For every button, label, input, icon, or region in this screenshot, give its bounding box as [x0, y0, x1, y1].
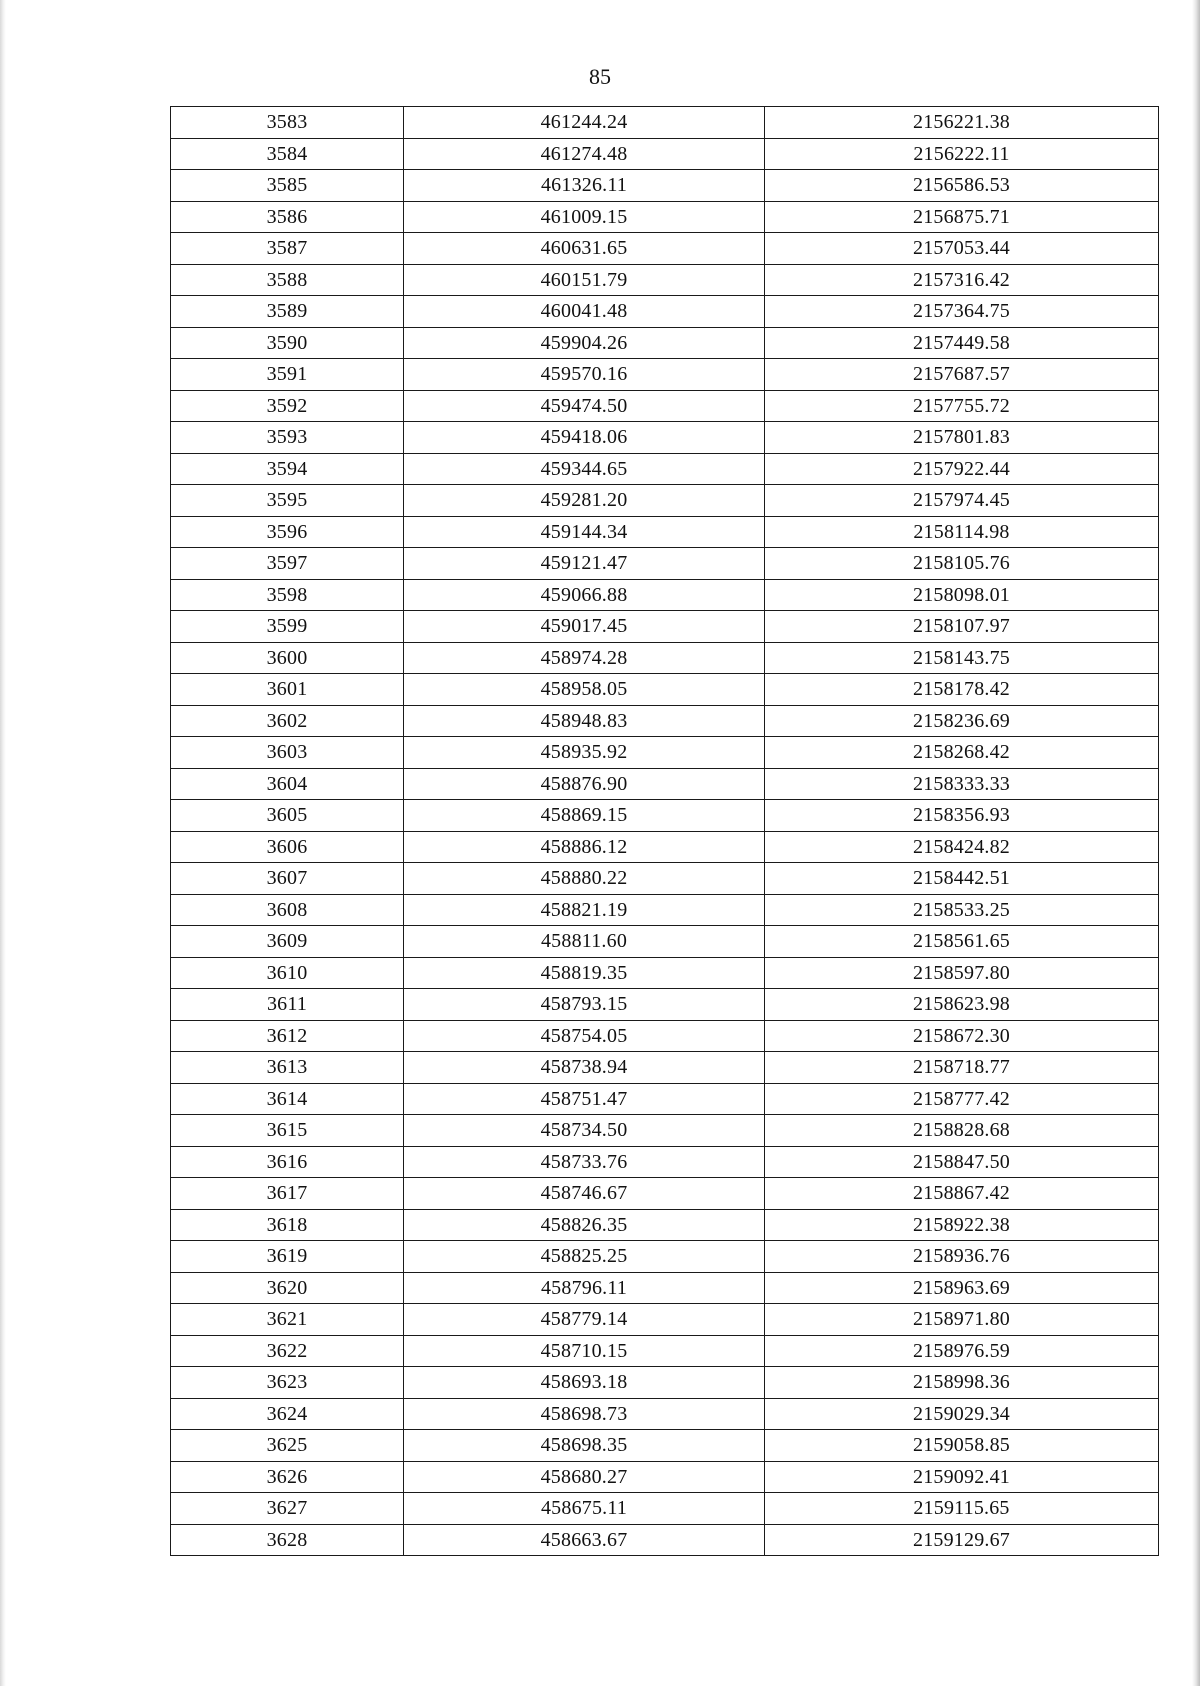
table-row — [171, 1115, 1159, 1147]
y-coordinate-cell: 2157316.42 — [765, 264, 1159, 296]
table-row — [171, 1524, 1159, 1556]
y-coordinate-cell: 2158442.51 — [765, 863, 1159, 895]
table-row — [171, 831, 1159, 863]
table-row — [171, 1052, 1159, 1084]
y-coordinate-cell: 2157449.58 — [765, 327, 1159, 359]
point-number-cell: 3626 — [171, 1461, 404, 1493]
x-coordinate-cell: 459066.88 — [404, 579, 765, 611]
y-coordinate-cell: 2158847.50 — [765, 1146, 1159, 1178]
table-row — [171, 1083, 1159, 1115]
table-row — [171, 674, 1159, 706]
table-row — [171, 737, 1159, 769]
point-number-cell: 3611 — [171, 989, 404, 1021]
x-coordinate-cell: 458663.67 — [404, 1524, 765, 1556]
y-coordinate-cell: 2156875.71 — [765, 201, 1159, 233]
x-coordinate-cell: 461244.24 — [404, 107, 765, 139]
y-coordinate-cell: 2159029.34 — [765, 1398, 1159, 1430]
y-coordinate-cell: 2156222.11 — [765, 138, 1159, 170]
table-row — [171, 1493, 1159, 1525]
y-coordinate-cell: 2158963.69 — [765, 1272, 1159, 1304]
x-coordinate-cell: 460631.65 — [404, 233, 765, 265]
point-number-cell: 3591 — [171, 359, 404, 391]
point-number-cell: 3604 — [171, 768, 404, 800]
x-coordinate-cell: 459418.06 — [404, 422, 765, 454]
point-number-cell: 3592 — [171, 390, 404, 422]
table-row — [171, 1209, 1159, 1241]
x-coordinate-cell: 458935.92 — [404, 737, 765, 769]
table-row — [171, 800, 1159, 832]
x-coordinate-cell: 461274.48 — [404, 138, 765, 170]
point-number-cell: 3589 — [171, 296, 404, 328]
y-coordinate-cell: 2156221.38 — [765, 107, 1159, 139]
y-coordinate-cell: 2158936.76 — [765, 1241, 1159, 1273]
coordinates-table-body — [171, 107, 1159, 1556]
point-number-cell: 3616 — [171, 1146, 404, 1178]
table-row — [171, 957, 1159, 989]
table-row — [171, 579, 1159, 611]
table-row — [171, 233, 1159, 265]
y-coordinate-cell: 2157755.72 — [765, 390, 1159, 422]
x-coordinate-cell: 458876.90 — [404, 768, 765, 800]
table-row — [171, 107, 1159, 139]
table-row — [171, 453, 1159, 485]
x-coordinate-cell: 459144.34 — [404, 516, 765, 548]
x-coordinate-cell: 461009.15 — [404, 201, 765, 233]
point-number-cell: 3619 — [171, 1241, 404, 1273]
x-coordinate-cell: 458821.19 — [404, 894, 765, 926]
y-coordinate-cell: 2158424.82 — [765, 831, 1159, 863]
x-coordinate-cell: 458693.18 — [404, 1367, 765, 1399]
y-coordinate-cell: 2158107.97 — [765, 611, 1159, 643]
point-number-cell: 3599 — [171, 611, 404, 643]
point-number-cell: 3609 — [171, 926, 404, 958]
point-number-cell: 3627 — [171, 1493, 404, 1525]
x-coordinate-cell: 459017.45 — [404, 611, 765, 643]
point-number-cell: 3615 — [171, 1115, 404, 1147]
x-coordinate-cell: 458886.12 — [404, 831, 765, 863]
x-coordinate-cell: 459344.65 — [404, 453, 765, 485]
table-row — [171, 1430, 1159, 1462]
x-coordinate-cell: 458710.15 — [404, 1335, 765, 1367]
table-row — [171, 1367, 1159, 1399]
table-row — [171, 1398, 1159, 1430]
y-coordinate-cell: 2158236.69 — [765, 705, 1159, 737]
y-coordinate-cell: 2158333.33 — [765, 768, 1159, 800]
point-number-cell: 3596 — [171, 516, 404, 548]
x-coordinate-cell: 458948.83 — [404, 705, 765, 737]
point-number-cell: 3625 — [171, 1430, 404, 1462]
x-coordinate-cell: 458680.27 — [404, 1461, 765, 1493]
point-number-cell: 3601 — [171, 674, 404, 706]
x-coordinate-cell: 458698.73 — [404, 1398, 765, 1430]
y-coordinate-cell: 2158268.42 — [765, 737, 1159, 769]
y-coordinate-cell: 2159092.41 — [765, 1461, 1159, 1493]
point-number-cell: 3613 — [171, 1052, 404, 1084]
table-row — [171, 264, 1159, 296]
point-number-cell: 3617 — [171, 1178, 404, 1210]
x-coordinate-cell: 458734.50 — [404, 1115, 765, 1147]
point-number-cell: 3583 — [171, 107, 404, 139]
x-coordinate-cell: 458733.76 — [404, 1146, 765, 1178]
table-row — [171, 1178, 1159, 1210]
point-number-cell: 3614 — [171, 1083, 404, 1115]
table-row — [171, 1461, 1159, 1493]
y-coordinate-cell: 2157974.45 — [765, 485, 1159, 517]
x-coordinate-cell: 459121.47 — [404, 548, 765, 580]
coordinates-table — [170, 106, 1159, 1556]
table-row — [171, 327, 1159, 359]
x-coordinate-cell: 458811.60 — [404, 926, 765, 958]
x-coordinate-cell: 459474.50 — [404, 390, 765, 422]
point-number-cell: 3587 — [171, 233, 404, 265]
y-coordinate-cell: 2158922.38 — [765, 1209, 1159, 1241]
table-row — [171, 359, 1159, 391]
y-coordinate-cell: 2157364.75 — [765, 296, 1159, 328]
point-number-cell: 3628 — [171, 1524, 404, 1556]
table-row — [171, 705, 1159, 737]
y-coordinate-cell: 2158143.75 — [765, 642, 1159, 674]
y-coordinate-cell: 2158976.59 — [765, 1335, 1159, 1367]
table-row — [171, 516, 1159, 548]
point-number-cell: 3623 — [171, 1367, 404, 1399]
x-coordinate-cell: 458974.28 — [404, 642, 765, 674]
point-number-cell: 3594 — [171, 453, 404, 485]
y-coordinate-cell: 2158561.65 — [765, 926, 1159, 958]
x-coordinate-cell: 461326.11 — [404, 170, 765, 202]
scan-edge-right — [1192, 0, 1200, 1686]
x-coordinate-cell: 458826.35 — [404, 1209, 765, 1241]
point-number-cell: 3603 — [171, 737, 404, 769]
x-coordinate-cell: 459281.20 — [404, 485, 765, 517]
table-row — [171, 548, 1159, 580]
table-row — [171, 170, 1159, 202]
x-coordinate-cell: 458698.35 — [404, 1430, 765, 1462]
x-coordinate-cell: 458746.67 — [404, 1178, 765, 1210]
y-coordinate-cell: 2158867.42 — [765, 1178, 1159, 1210]
point-number-cell: 3584 — [171, 138, 404, 170]
point-number-cell: 3595 — [171, 485, 404, 517]
table-row — [171, 138, 1159, 170]
table-row — [171, 1146, 1159, 1178]
y-coordinate-cell: 2158105.76 — [765, 548, 1159, 580]
y-coordinate-cell: 2158597.80 — [765, 957, 1159, 989]
y-coordinate-cell: 2157922.44 — [765, 453, 1159, 485]
x-coordinate-cell: 458779.14 — [404, 1304, 765, 1336]
point-number-cell: 3585 — [171, 170, 404, 202]
page-number: 85 — [589, 64, 611, 89]
y-coordinate-cell: 2158098.01 — [765, 579, 1159, 611]
table-row — [171, 201, 1159, 233]
table-row — [171, 863, 1159, 895]
y-coordinate-cell: 2158777.42 — [765, 1083, 1159, 1115]
y-coordinate-cell: 2156586.53 — [765, 170, 1159, 202]
y-coordinate-cell: 2159129.67 — [765, 1524, 1159, 1556]
point-number-cell: 3586 — [171, 201, 404, 233]
table-row — [171, 989, 1159, 1021]
x-coordinate-cell: 458751.47 — [404, 1083, 765, 1115]
x-coordinate-cell: 458819.35 — [404, 957, 765, 989]
point-number-cell: 3618 — [171, 1209, 404, 1241]
table-row — [171, 768, 1159, 800]
x-coordinate-cell: 459904.26 — [404, 327, 765, 359]
table-row — [171, 390, 1159, 422]
y-coordinate-cell: 2159058.85 — [765, 1430, 1159, 1462]
y-coordinate-cell: 2158623.98 — [765, 989, 1159, 1021]
table-row — [171, 642, 1159, 674]
y-coordinate-cell: 2158178.42 — [765, 674, 1159, 706]
y-coordinate-cell: 2159115.65 — [765, 1493, 1159, 1525]
y-coordinate-cell: 2158356.93 — [765, 800, 1159, 832]
point-number-cell: 3598 — [171, 579, 404, 611]
point-number-cell: 3606 — [171, 831, 404, 863]
table-row — [171, 485, 1159, 517]
point-number-cell: 3590 — [171, 327, 404, 359]
table-row — [171, 926, 1159, 958]
y-coordinate-cell: 2158718.77 — [765, 1052, 1159, 1084]
point-number-cell: 3597 — [171, 548, 404, 580]
x-coordinate-cell: 458793.15 — [404, 989, 765, 1021]
table-row — [171, 1335, 1159, 1367]
x-coordinate-cell: 458958.05 — [404, 674, 765, 706]
x-coordinate-cell: 460151.79 — [404, 264, 765, 296]
point-number-cell: 3608 — [171, 894, 404, 926]
y-coordinate-cell: 2158114.98 — [765, 516, 1159, 548]
scan-edge-left — [0, 0, 6, 1686]
point-number-cell: 3620 — [171, 1272, 404, 1304]
x-coordinate-cell: 459570.16 — [404, 359, 765, 391]
point-number-cell: 3621 — [171, 1304, 404, 1336]
x-coordinate-cell: 458796.11 — [404, 1272, 765, 1304]
x-coordinate-cell: 458869.15 — [404, 800, 765, 832]
point-number-cell: 3605 — [171, 800, 404, 832]
y-coordinate-cell: 2158533.25 — [765, 894, 1159, 926]
table-row — [171, 1272, 1159, 1304]
table-row — [171, 296, 1159, 328]
point-number-cell: 3588 — [171, 264, 404, 296]
table-row — [171, 1020, 1159, 1052]
table-row — [171, 611, 1159, 643]
point-number-cell: 3602 — [171, 705, 404, 737]
x-coordinate-cell: 458825.25 — [404, 1241, 765, 1273]
point-number-cell: 3600 — [171, 642, 404, 674]
table-row — [171, 1241, 1159, 1273]
point-number-cell: 3607 — [171, 863, 404, 895]
x-coordinate-cell: 458675.11 — [404, 1493, 765, 1525]
point-number-cell: 3622 — [171, 1335, 404, 1367]
table-row — [171, 894, 1159, 926]
x-coordinate-cell: 458738.94 — [404, 1052, 765, 1084]
point-number-cell: 3612 — [171, 1020, 404, 1052]
table-row — [171, 1304, 1159, 1336]
y-coordinate-cell: 2157687.57 — [765, 359, 1159, 391]
table-row — [171, 422, 1159, 454]
point-number-cell: 3593 — [171, 422, 404, 454]
point-number-cell: 3610 — [171, 957, 404, 989]
y-coordinate-cell: 2157053.44 — [765, 233, 1159, 265]
y-coordinate-cell: 2158998.36 — [765, 1367, 1159, 1399]
y-coordinate-cell: 2157801.83 — [765, 422, 1159, 454]
x-coordinate-cell: 458880.22 — [404, 863, 765, 895]
x-coordinate-cell: 460041.48 — [404, 296, 765, 328]
y-coordinate-cell: 2158828.68 — [765, 1115, 1159, 1147]
y-coordinate-cell: 2158672.30 — [765, 1020, 1159, 1052]
y-coordinate-cell: 2158971.80 — [765, 1304, 1159, 1336]
x-coordinate-cell: 458754.05 — [404, 1020, 765, 1052]
point-number-cell: 3624 — [171, 1398, 404, 1430]
